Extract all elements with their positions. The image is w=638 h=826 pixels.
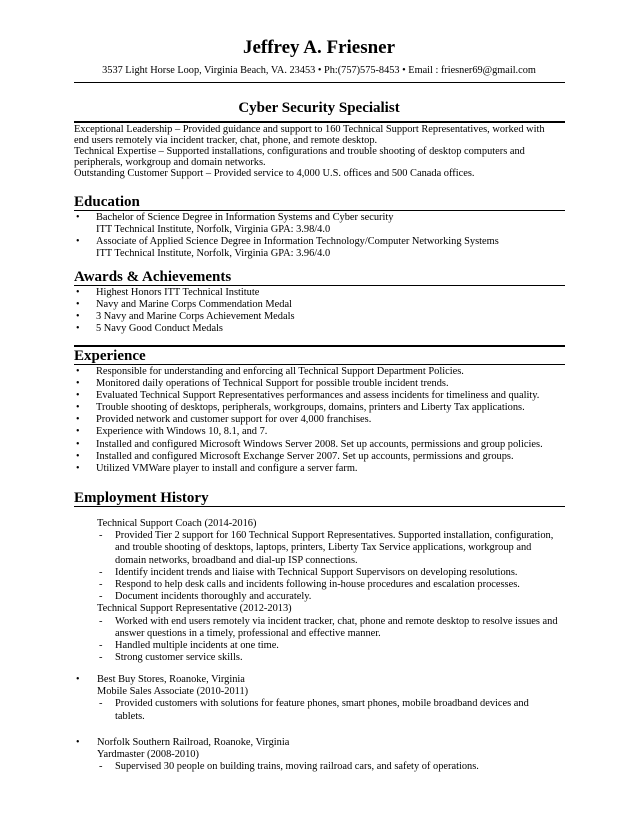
list-item: [74, 378, 565, 390]
bullet-icon: •: [76, 402, 80, 414]
company-name: [74, 674, 565, 686]
bullet-icon: •: [76, 462, 80, 474]
list-item: [74, 236, 565, 260]
duty-item: [97, 616, 567, 628]
bullet-icon: •: [76, 366, 80, 377]
summary-block: [74, 124, 565, 179]
duty-item: [97, 567, 567, 579]
summary-line: Technical Expertise – Supported installations, configurations and trouble shooting of desktop computers and: [74, 146, 525, 158]
degree-name: Associate of Applied Science Degree in Information Technology/Computer Networking Systems: [96, 236, 499, 248]
awards-divider: [74, 285, 565, 286]
list-item: [74, 402, 565, 414]
list-item: [74, 311, 565, 323]
summary-line: Outstanding Customer Support – Provided service to 4,000 U.S. offices and 500 Canada offices.: [74, 168, 475, 180]
dash-glyph: -: [99, 652, 103, 664]
education-list: [74, 212, 565, 260]
list-item: [74, 287, 565, 299]
list-item: [74, 299, 565, 311]
experience-text: Utilized VMWare player to install and configure a server farm.: [96, 462, 358, 474]
list-item: [74, 414, 565, 426]
list-item: [74, 426, 565, 438]
dash-glyph: -: [99, 698, 103, 710]
dash-glyph: -: [99, 761, 103, 773]
bullet-icon: •: [76, 236, 80, 248]
bullet-icon: •: [76, 299, 80, 311]
position-title: Yardmaster (2008-2010): [97, 749, 199, 761]
company-name-text: Norfolk Southern Railroad, Roanoke, Virginia: [97, 737, 290, 748]
summary-line: end users remotely via incident tracker, chat, phone, and remote desktop.: [74, 135, 378, 147]
education-heading: Education: [74, 194, 140, 210]
duty-text: Provided Tier 2 support for 160 Technical Support Representatives. Supported installation, configuration,: [115, 530, 554, 542]
duty-continuation: answer questions in a timely, professional and effective manner.: [115, 627, 381, 639]
summary-line: peripherals, workgroup and domain networks.: [74, 157, 266, 169]
position-title: Mobile Sales Associate (2010-2011): [97, 686, 249, 698]
award-text: 5 Navy Good Conduct Medals: [96, 323, 223, 335]
bullet-icon: •: [76, 287, 80, 298]
list-item: [74, 439, 565, 451]
bullet-icon: •: [76, 311, 80, 323]
experience-text: Evaluated Technical Support Representatives performances and assess incidents for timeliness and quality.: [96, 390, 540, 402]
bullet-icon: •: [76, 450, 80, 462]
summary-line: Exceptional Leadership – Provided guidance and support to 160 Technical Support Representatives, worked with: [74, 124, 545, 135]
awards-list: [74, 287, 565, 335]
position-title: Technical Support Coach (2014-2016): [97, 518, 257, 529]
duty-item: [97, 652, 567, 664]
duty-item: [97, 579, 567, 591]
company-norfolk-southern: [74, 737, 565, 774]
experience-divider: [74, 364, 565, 365]
duty-text: Document incidents thoroughly and accurately.: [115, 591, 312, 603]
award-text: Highest Honors ITT Technical Institute: [96, 287, 260, 298]
school-name: ITT Technical Institute, Norfolk, Virginia GPA: 3.96/4.0: [96, 248, 331, 260]
employment-heading: Employment History: [74, 490, 209, 506]
duty-continuation: and trouble shooting of desktops, laptops, printers, Liberty Tax Service applications, workgroup and: [115, 542, 532, 554]
duty-text: Strong customer service skills.: [115, 652, 243, 664]
bullet-icon: •: [76, 414, 80, 426]
bullet-icon: •: [76, 426, 80, 438]
award-text: 3 Navy and Marine Corps Achievement Medals: [96, 311, 295, 323]
bullet-icon: •: [76, 323, 80, 335]
list-item: [74, 212, 565, 236]
duty-text: Worked with end users remotely via incident tracker, chat, phone and remote desktop to resolve issues and: [115, 615, 558, 627]
list-item: [74, 323, 565, 335]
dash-glyph: -: [99, 530, 103, 542]
dash-glyph: -: [99, 615, 103, 627]
duty-item: [97, 698, 565, 710]
duty-text: Respond to help desk calls and incidents following in-house procedures and escalation processes.: [115, 579, 520, 591]
duty-text: Identify incident trends and liaise with Technical Support Supervisors on developing resolutions.: [115, 566, 518, 578]
experience-text: Installed and configured Microsoft Exchange Server 2007. Set up accounts, permissions and groups.: [96, 450, 514, 462]
job-title: Cyber Security Specialist: [238, 100, 400, 116]
list-item: [74, 451, 565, 463]
duty-item: [97, 761, 565, 773]
experience-text: Responsible for understanding and enforcing all Technical Support Department Policies.: [96, 366, 464, 377]
experience-text: Installed and configured Microsoft Windows Server 2008. Set up accounts, permissions and group policies.: [96, 438, 543, 450]
list-item: [74, 390, 565, 402]
experience-text: Provided network and customer support for over 4,000 franchises.: [96, 414, 372, 426]
duty-text: Handled multiple incidents at one time.: [115, 640, 279, 652]
title-divider: [74, 121, 565, 123]
bullet-icon: •: [76, 438, 80, 450]
award-text: Navy and Marine Corps Commendation Medal: [96, 299, 292, 311]
duty-continuation: domain networks, broadband and dial-up ISP connections.: [115, 554, 358, 566]
experience-text: Experience with Windows 10, 8.1, and 7.: [96, 426, 268, 438]
bullet-icon: •: [76, 674, 80, 685]
dash-glyph: -: [99, 566, 103, 578]
duty-continuation: tablets.: [115, 710, 145, 722]
bullet-icon: •: [76, 390, 80, 402]
school-name: ITT Technical Institute, Norfolk, Virginia GPA: 3.98/4.0: [96, 224, 331, 236]
dash-glyph: -: [99, 640, 103, 652]
header-divider: [74, 82, 565, 83]
duty-item: [97, 530, 567, 542]
duty-text: Supervised 30 people on building trains, moving railroad cars, and safety of operations.: [115, 761, 479, 773]
experience-top-divider: [74, 345, 565, 347]
company-best-buy: [74, 674, 565, 723]
contact-line: 3537 Light Horse Loop, Virginia Beach, VA. 23453 • Ph:(757)575-8453 • Email : friesner69@gmail.com: [102, 65, 536, 76]
education-divider: [74, 210, 565, 211]
position-title: Technical Support Representative (2012-2013): [97, 603, 292, 615]
company-name: [74, 737, 565, 749]
candidate-name: Jeffrey A. Friesner: [242, 37, 396, 58]
experience-heading: Experience: [74, 348, 146, 364]
dash-glyph: -: [99, 579, 103, 591]
experience-text: Monitored daily operations of Technical Support for possible trouble incident trends.: [96, 378, 449, 390]
awards-heading: Awards & Achievements: [74, 269, 232, 285]
experience-text: Trouble shooting of desktops, peripherals, workgroups, domains, printers and Liberty Tax applications.: [96, 402, 525, 414]
bullet-icon: •: [76, 378, 80, 390]
job-technical-support-coach: [97, 518, 567, 664]
company-body: [74, 686, 565, 723]
list-item: [74, 463, 565, 475]
bullet-icon: •: [76, 737, 80, 748]
employment-divider: [74, 506, 565, 507]
duty-item: [97, 591, 567, 603]
company-name-text: Best Buy Stores, Roanoke, Virginia: [97, 674, 245, 685]
duty-item: [97, 640, 567, 652]
duty-text: Provided customers with solutions for feature phones, smart phones, mobile broadband devices and: [115, 698, 529, 710]
bullet-icon: •: [76, 212, 80, 223]
experience-list: [74, 366, 565, 475]
dash-glyph: -: [99, 591, 103, 603]
degree-name: Bachelor of Science Degree in Information Systems and Cyber security: [96, 212, 394, 223]
company-body: [74, 749, 565, 773]
list-item: [74, 366, 565, 378]
